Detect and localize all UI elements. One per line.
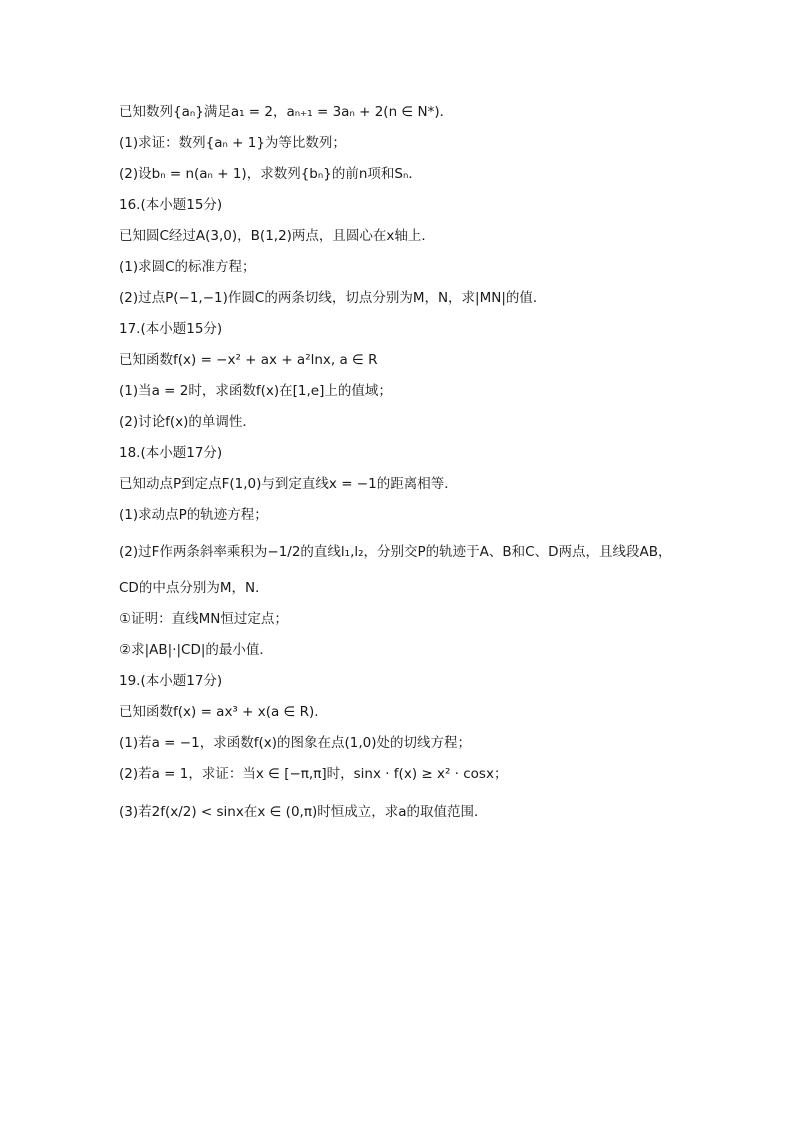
problem-18-sub-1: ①证明：直线MN恒过定点； (119, 611, 288, 627)
problem-19-part-3: (3)若2f(x/2) < sinx在x ∈ (0,π)时恒成立，求a的取值范围． (119, 804, 488, 820)
problem-17-stem: 已知函数f(x) = −x² + ax + a²lnx, a ∈ R (119, 352, 378, 368)
problem-18-part-2-cont: CD的中点分别为M，N． (119, 580, 269, 596)
problem-18-sub-2: ②求|AB|·|CD|的最小值． (119, 642, 273, 658)
problem-19-stem: 已知函数f(x) = ax³ + x(a ∈ R). (119, 704, 319, 720)
problem-18-part-1: (1)求动点P的轨迹方程； (119, 507, 268, 523)
problem-18-stem: 已知动点P到定点F(1,0)与到定直线x = −1的距离相等． (119, 476, 458, 492)
problem-18-part-2: (2)过F作两条斜率乘积为−1/2的直线l₁,l₂，分别交P的轨迹于A、B和C、D两点，且线段AB， (119, 544, 672, 560)
problem-16-part-1: (1)求圆C的标准方程； (119, 259, 256, 275)
problem-19-part-1: (1)若a = −1，求函数f(x)的图象在点(1,0)处的切线方程； (119, 735, 471, 751)
problem-19-heading: 19.(本小题17分) (119, 673, 223, 689)
problem-16-part-2: (2)过点P(−1,−1)作圆C的两条切线，切点分别为M，N，求|MN|的值． (119, 290, 547, 306)
problem-18-heading: 18.(本小题17分) (119, 445, 223, 461)
problem-17-part-1: (1)当a = 2时，求函数f(x)在[1,e]上的值域； (119, 383, 392, 399)
problem-16-heading: 16.(本小题15分) (119, 197, 223, 213)
problem-17-heading: 17.(本小题15分) (119, 321, 223, 337)
problem-16-stem: 已知圆C经过A(3,0)，B(1,2)两点，且圆心在x轴上． (119, 228, 435, 244)
problem-19-part-2: (2)若a = 1，求证：当x ∈ [−π,π]时，sinx · f(x) ≥ x² · cosx； (119, 766, 508, 782)
problem-17-part-2: (2)讨论f(x)的单调性． (119, 414, 256, 430)
problem-15-part-1: (1)求证：数列{aₙ + 1}为等比数列； (119, 135, 346, 151)
problem-15-stem: 已知数列{aₙ}满足a₁ = 2，aₙ₊₁ = 3aₙ + 2(n ∈ N*)． (119, 104, 454, 120)
problem-15-part-2: (2)设bₙ = n(aₙ + 1)，求数列{bₙ}的前n项和Sₙ． (119, 166, 422, 182)
